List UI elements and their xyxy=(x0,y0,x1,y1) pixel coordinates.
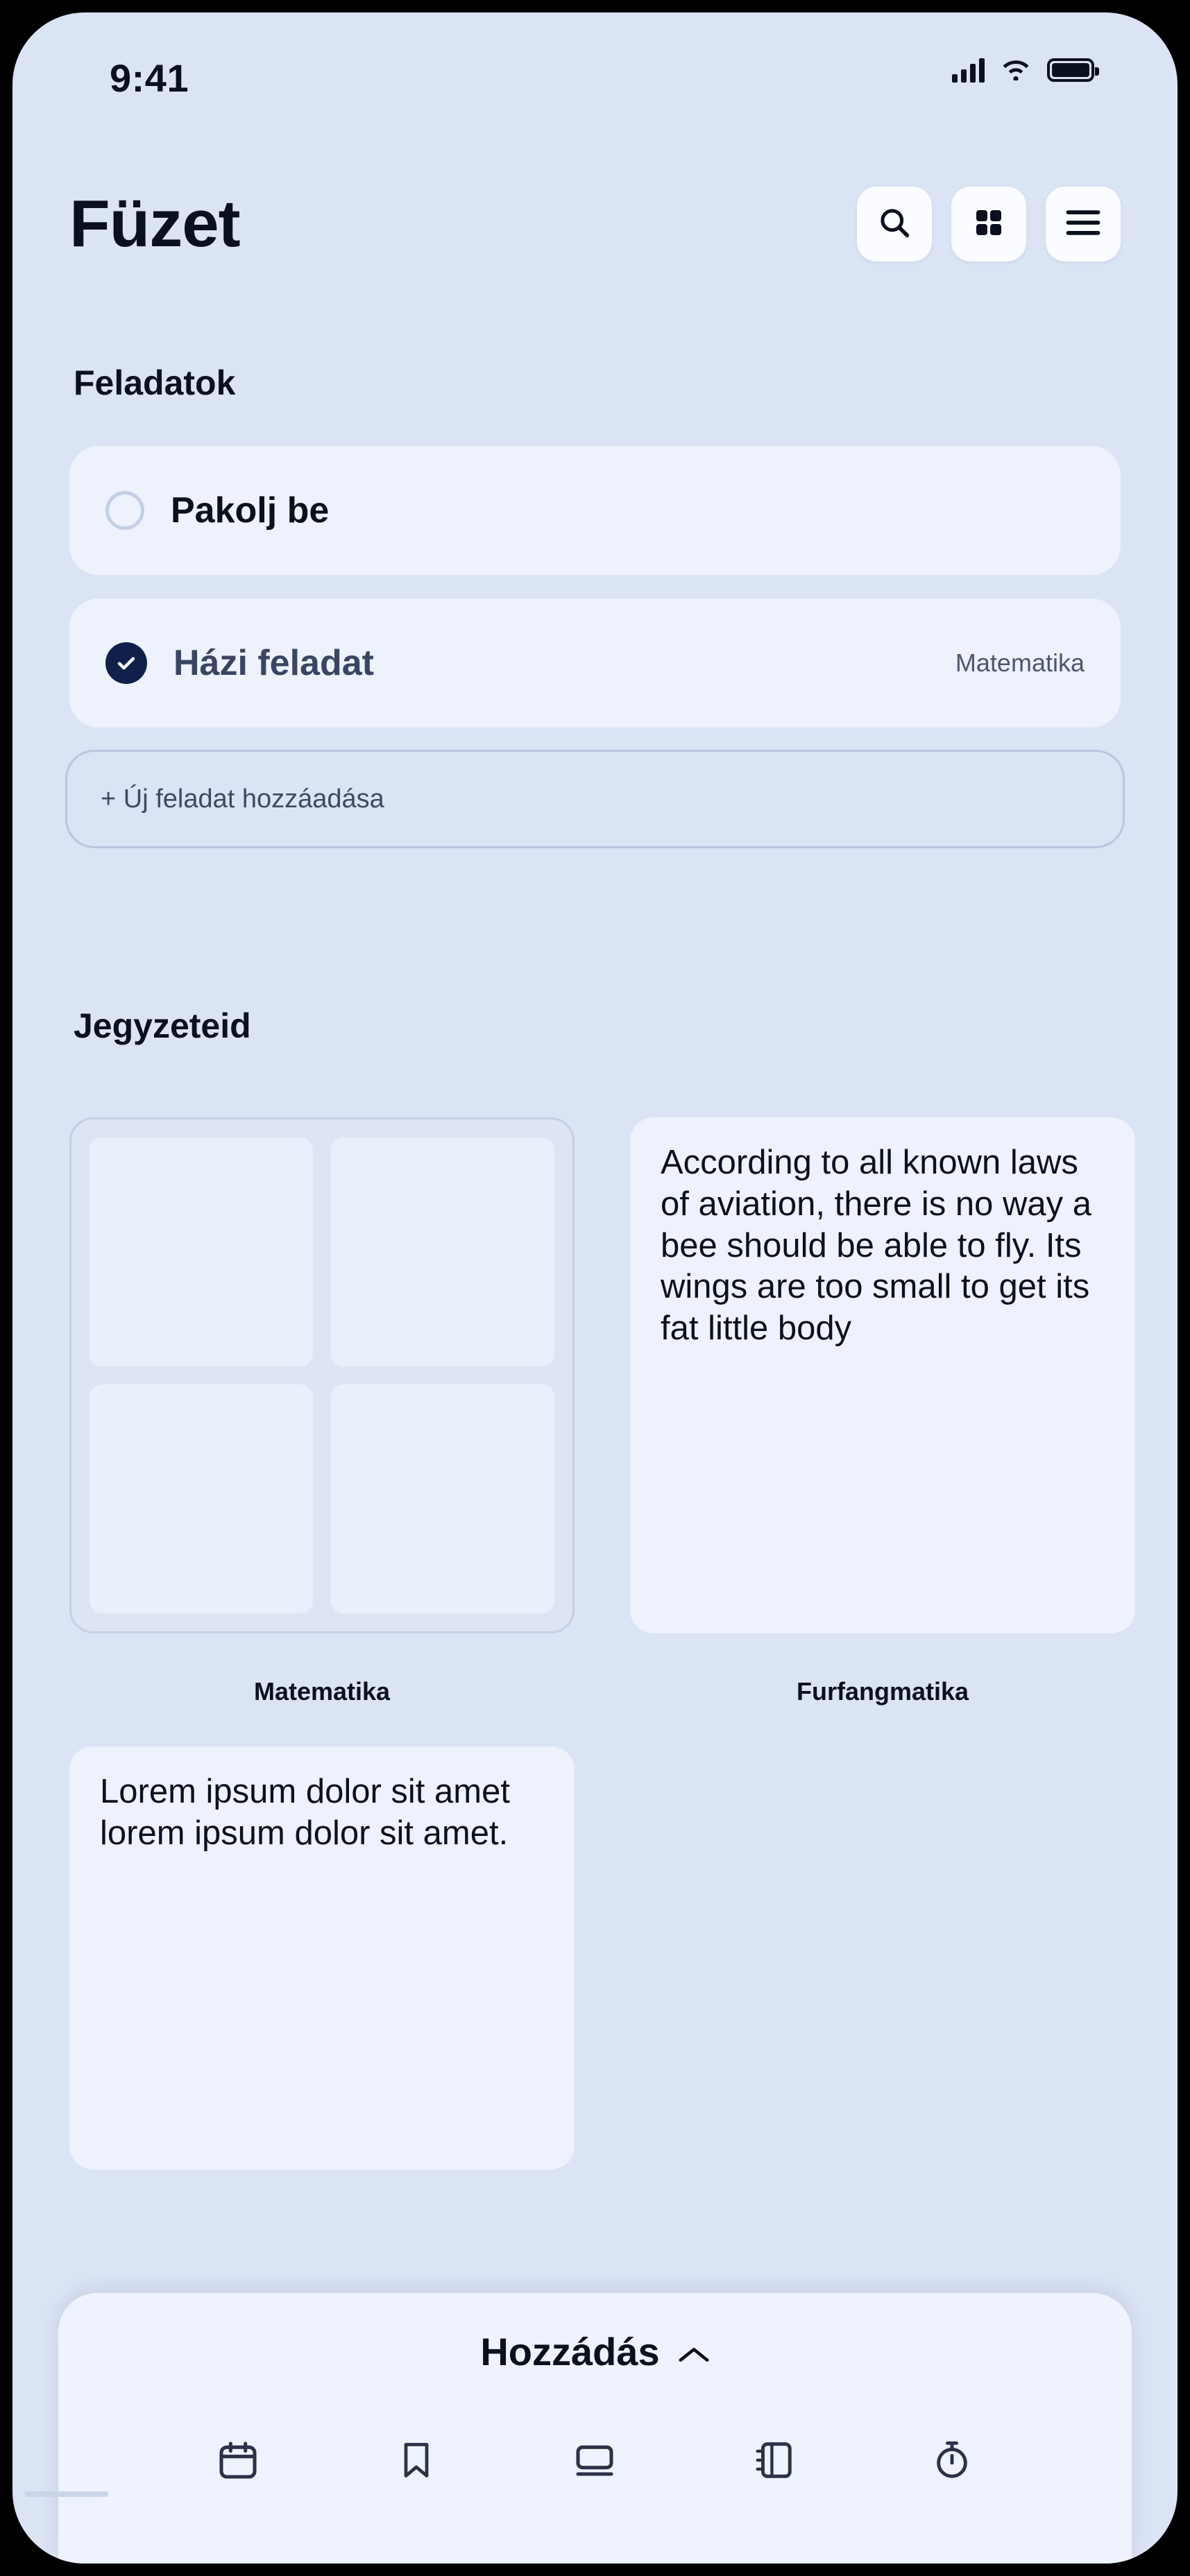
task-label: Pakolj be xyxy=(171,490,330,531)
status-bar xyxy=(12,12,1178,144)
home-indicator xyxy=(25,2491,108,2497)
note-card-text[interactable]: Lorem ipsum dolor sit amet lorem ipsum dolor sit amet. xyxy=(69,1746,575,2170)
search-button[interactable] xyxy=(857,187,932,261)
wifi-icon xyxy=(1000,55,1032,84)
phone-screen xyxy=(12,12,1178,2564)
menu-icon xyxy=(1064,209,1102,240)
tab-bookmark[interactable] xyxy=(386,2432,446,2491)
page-title: Füzet xyxy=(69,187,240,261)
note-card-grid[interactable] xyxy=(69,1117,575,1633)
bookmark-icon xyxy=(396,2438,437,2486)
task-checkbox-checked-icon[interactable] xyxy=(105,642,147,684)
chevron-up-icon[interactable] xyxy=(678,2329,710,2374)
add-sheet-title[interactable] xyxy=(58,2329,1132,2374)
battery-full-icon xyxy=(1047,58,1094,82)
note-grid-cell xyxy=(331,1384,554,1613)
menu-button[interactable] xyxy=(1046,187,1121,261)
cellular-bars-icon xyxy=(952,58,985,83)
add-sheet-label: Hozzádás xyxy=(480,2330,660,2373)
tab-calendar[interactable] xyxy=(208,2432,268,2491)
tasks-section-title: Feladatok xyxy=(74,363,236,402)
status-time: 9:41 xyxy=(110,56,189,100)
grid-view-button[interactable] xyxy=(951,187,1026,261)
app-header xyxy=(12,162,1178,286)
note-grid-cell xyxy=(331,1137,554,1366)
task-label: Házi feladat xyxy=(173,643,374,683)
status-icons xyxy=(952,55,1094,84)
tab-windows[interactable] xyxy=(565,2432,624,2491)
notes-section-title: Jegyzeteid xyxy=(74,1006,251,1045)
tab-timer[interactable] xyxy=(922,2432,982,2491)
bottom-tab-bar xyxy=(58,2432,1132,2491)
task-checkbox-unchecked-icon[interactable] xyxy=(105,491,144,530)
search-icon xyxy=(876,205,912,244)
task-row[interactable] xyxy=(69,599,1121,728)
note-caption: Furfangmatika xyxy=(796,1677,969,1706)
grid-view-icon xyxy=(972,206,1005,243)
bottom-sheet[interactable] xyxy=(58,2293,1132,2564)
notebook-icon xyxy=(752,2438,795,2486)
note-grid-cell xyxy=(90,1137,313,1366)
note-grid-cell xyxy=(90,1384,313,1613)
window-icon xyxy=(572,2438,617,2486)
header-actions xyxy=(857,187,1121,261)
timer-icon xyxy=(930,2438,974,2486)
note-card-text[interactable]: According to all known laws of aviation, there is no way a bee should be able to fly. Its wings are too small to get its fat little body xyxy=(630,1117,1135,1633)
task-row[interactable] xyxy=(69,446,1121,575)
note-caption: Matematika xyxy=(253,1677,391,1706)
tab-notebook[interactable] xyxy=(744,2432,804,2491)
add-task-button[interactable]: + Új feladat hozzáadása xyxy=(65,750,1125,848)
calendar-icon xyxy=(216,2438,260,2486)
task-tag: Matematika xyxy=(955,649,1085,677)
